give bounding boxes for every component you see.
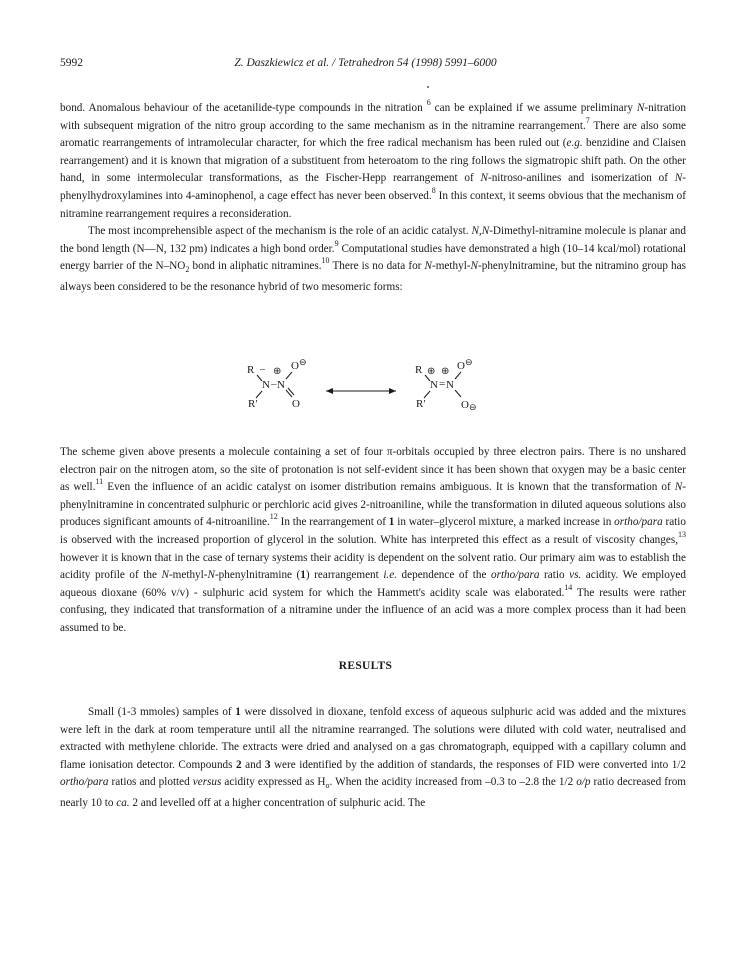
left-n2: N xyxy=(277,379,285,391)
left-plus: ⊕ xyxy=(273,366,282,377)
right-o-bottom-charge: ⊖ xyxy=(469,402,477,412)
stray-dot xyxy=(427,86,429,88)
page-number: 5992 xyxy=(60,57,83,69)
right-structure xyxy=(415,357,477,412)
right-r: R xyxy=(415,364,423,376)
ref-9: 9 xyxy=(334,238,339,248)
paragraph-4: Small (1-3 mmoles) samples of 1 were dissolved in dioxane, tenfold excess of aqueous sulphuric acid was added and the mixtures were left in the dark at room temperature until all the nitramine rearranged. The solutions were diluted with cold water, neutralised and extracted with methylene chloride. The extracts were dried and analysed on a gas chromatograph, equipped with a capillary column and flame ionisation detector. Compounds 2 and 3 were identified by the addition of standards, the responses of FID were converted into 1/2 ortho/para ratios and plotted versus acidity expressed as $H_o$. When the acidity increased from –0.3 to –2.8 the 1/2 o/p ratio decreased from nearly 10 to ca. 2 and levelled off at a higher concentration of sulphuric acid. The xyxy=(60,706,686,810)
left-r-prime: R' xyxy=(248,398,258,410)
ref-7: 7 xyxy=(585,115,590,125)
ref-6: 6 xyxy=(426,98,431,107)
ref-13: 13 xyxy=(678,529,686,539)
left-structure xyxy=(247,357,307,410)
right-bond: = xyxy=(439,378,446,390)
left-minus: – xyxy=(260,364,265,375)
left-n1: N xyxy=(262,379,270,391)
left-o-bottom: O xyxy=(292,398,300,410)
right-plus-1: ⊕ xyxy=(427,366,436,377)
right-o-top-charge: ⊖ xyxy=(465,357,473,367)
right-n2: N xyxy=(446,379,454,391)
ref-11: 11 xyxy=(95,477,104,487)
right-o-bottom: O xyxy=(461,399,469,411)
intro-text xyxy=(60,100,686,297)
right-r-prime: R' xyxy=(416,398,426,410)
ref-10: 10 xyxy=(321,256,330,266)
left-bond: – xyxy=(271,378,277,390)
ref-8: 8 xyxy=(431,185,436,195)
paragraph-1: bond. Anomalous behaviour of the acetanilide-type compounds in the nitration $^6$ can be explained if we assume preliminary N-nitration with subsequent migration of the nitro group according to the same mechanism as in the nitramine rearrangement.$^7$ There are also some aromatic rearrangements of intramolecular character, for which the free radical mechanism has been ruled out (e.g. benzidine and Claisen rearrangement) and it is known that migration of a substituent from heteroatom to the ring follows the sigmatropic shift path. On the other hand, in some intermolecular transformations, as the Fischer-Hepp rearrangement of N-nitroso-anilines and isomerization of N-phenylhydroxylamines into 4-aminophenol, a cage effect has never been observed.$^8$ In this context, it seems obvious that the mechanism of nitramine rearrangement requires a reconsideration. xyxy=(60,98,686,220)
results-heading: RESULTS xyxy=(338,660,393,672)
ref-14: 14 xyxy=(564,582,573,592)
resonance-arrow xyxy=(326,388,396,394)
paragraph-3: The scheme given above presents a molecule containing a set of four π-orbitals occupied by three electron pairs. There is no unshared electron pair on the nitrogen atom, so the site of protonation is not self-evident since it has been shown that oxygen may be a basic center as well.$^{11}$ Even the influence of an acidic catalyst on isomer distribution remains ambiguous. It is known that the transformation of N-phenylnitramine in concentrated sulphuric or perchloric acid gives 2-nitroaniline, while the transformation in diluted aqueous solutions also produces significant amounts of 4-nitroaniline.$^{12}$ In the rearrangement of 1 in water–glycerol mixture, a marked increase in ortho/para ratio is observed with the increased proportion of glycerol in the solution. White has interpreted this effect as a result of viscosity changes,$^{13}$ however it is known that in the case of ternary systems their acidity is dependent on the solvent ratio. Our primary aim was to establish the acidity profile of the N-methyl-N-phenylnitramine (1) rearrangement i.e. dependence of the ortho/para ratio vs. acidity. We employed aqueous dioxane (60% v/v) - sulphuric acid system for which the Hammett's acidity scale was elaborated.$^{14}$ The results were rather confusing, they indicated that transformation of a nitramine under the influence of an acid was a more complex process than it had been assumed to be. xyxy=(60,446,686,634)
left-r: R xyxy=(247,364,255,376)
right-n1: N xyxy=(430,379,438,391)
ref-12: 12 xyxy=(269,512,278,522)
discussion-text xyxy=(60,444,686,638)
paragraph-2: The most incomprehensible aspect of the mechanism is the role of an acidic catalyst. N,N-Dimethyl-nitramine molecule is planar and the bond length (N—N, 132 pm) indicates a high bond order.$^9$ Computational studies have demonstrated a high (10–14 kcal/mol) rotational energy barrier of the $N-NO_2$ bond in aliphatic nitramines.$^{10}$ There is no data for N-methyl-N-phenylnitramine, but the nitramino group has always been considered to be the resonance hybrid of two mesomeric forms: xyxy=(60,225,687,294)
running-header: Z. Daszkiewicz et al. / Tetrahedron 54 (1998) 5991–6000 xyxy=(234,57,497,69)
results-text xyxy=(60,704,686,813)
right-o-top: O xyxy=(457,360,465,372)
mesomeric-scheme xyxy=(0,355,731,435)
left-o-top: O xyxy=(291,360,299,372)
left-o-top-charge: ⊖ xyxy=(299,357,307,367)
right-plus-2: ⊕ xyxy=(441,366,450,377)
